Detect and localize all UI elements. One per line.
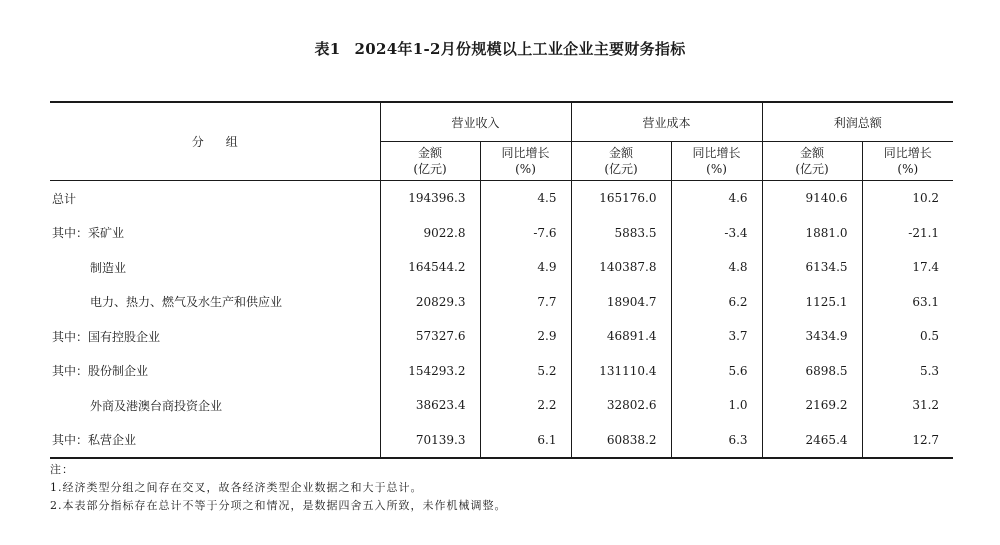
amount-unit: (亿元) bbox=[413, 162, 447, 176]
cell-profit-growth: 10.2 bbox=[862, 181, 953, 216]
cell-cost-growth: 1.0 bbox=[671, 388, 762, 423]
row-name: 电力、热力、燃气及水生产和供应业 bbox=[90, 295, 283, 310]
growth-label: 同比增长 bbox=[501, 146, 550, 160]
growth-unit: (%) bbox=[706, 162, 727, 176]
amount-label: 金额 bbox=[800, 146, 825, 160]
table-row bbox=[50, 423, 953, 459]
cell-revenue-amount: 70139.3 bbox=[380, 423, 480, 459]
table-row bbox=[50, 319, 953, 354]
growth-unit: (%) bbox=[515, 162, 536, 176]
cell-cost-amount: 131110.4 bbox=[571, 354, 671, 389]
cell-profit-growth: -21.1 bbox=[862, 216, 953, 251]
cell-profit-amount: 9140.6 bbox=[762, 181, 862, 216]
cell-profit-amount: 3434.9 bbox=[762, 319, 862, 354]
metric-header-revenue: 营业收入 bbox=[380, 102, 571, 142]
cell-revenue-growth: 5.2 bbox=[480, 354, 571, 389]
notes-heading: 注： bbox=[50, 463, 74, 476]
table-row bbox=[50, 181, 953, 216]
cell-cost-growth: 5.6 bbox=[671, 354, 762, 389]
cell-revenue-growth: 7.7 bbox=[480, 285, 571, 320]
table-notes bbox=[50, 461, 507, 515]
table-row bbox=[50, 216, 953, 251]
amount-label: 金额 bbox=[609, 146, 634, 160]
cell-profit-amount: 6134.5 bbox=[762, 250, 862, 285]
table-title-text: 2024年1-2月份规模以上工业企业主要财务指标 bbox=[354, 40, 686, 58]
cell-profit-growth: 63.1 bbox=[862, 285, 953, 320]
table-row bbox=[50, 354, 953, 389]
subheader-profit-amount bbox=[762, 142, 862, 181]
growth-unit: (%) bbox=[897, 162, 919, 176]
row-name: 制造业 bbox=[90, 260, 127, 275]
row-name: 其中：采矿业 bbox=[52, 226, 125, 241]
cell-revenue-amount: 154293.2 bbox=[380, 354, 480, 389]
row-name: 其中：股份制企业 bbox=[52, 364, 149, 379]
row-name: 其中：私营企业 bbox=[50, 423, 380, 459]
table-row bbox=[50, 250, 953, 285]
subheader-cost-amount bbox=[571, 142, 671, 181]
cell-cost-amount: 18904.7 bbox=[571, 285, 671, 320]
subheader-revenue-amount bbox=[380, 142, 480, 181]
cell-cost-amount: 32802.6 bbox=[571, 388, 671, 423]
cell-profit-amount: 1125.1 bbox=[762, 285, 862, 320]
cell-profit-amount: 6898.5 bbox=[762, 354, 862, 389]
cell-profit-growth: 0.5 bbox=[862, 319, 953, 354]
cell-revenue-amount: 20829.3 bbox=[380, 285, 480, 320]
cell-profit-growth: 31.2 bbox=[862, 388, 953, 423]
row-name: 外商及港澳台商投资企业 bbox=[90, 398, 223, 413]
subheader-profit-growth bbox=[862, 142, 953, 181]
amount-label: 金额 bbox=[417, 146, 442, 160]
table-row bbox=[50, 285, 953, 320]
cell-revenue-amount: 9022.8 bbox=[380, 216, 480, 251]
cell-profit-growth: 17.4 bbox=[862, 250, 953, 285]
metric-header-profit: 利润总额 bbox=[762, 102, 953, 142]
cell-cost-amount: 5883.5 bbox=[571, 216, 671, 251]
metric-header-cost: 营业成本 bbox=[571, 102, 762, 142]
cell-cost-growth: 6.2 bbox=[671, 285, 762, 320]
cell-cost-growth: 6.3 bbox=[671, 423, 762, 459]
cell-cost-growth: 3.7 bbox=[671, 319, 762, 354]
cell-revenue-amount: 57327.6 bbox=[380, 319, 480, 354]
cell-revenue-growth: -7.6 bbox=[480, 216, 571, 251]
cell-cost-amount: 140387.8 bbox=[571, 250, 671, 285]
cell-profit-amount: 2465.4 bbox=[762, 423, 862, 459]
subheader-cost-growth bbox=[671, 142, 762, 181]
note-line: 1.经济类型分组之间存在交叉，故各经济类型企业数据之和大于总计。 bbox=[50, 481, 423, 494]
amount-unit: (亿元) bbox=[795, 162, 829, 176]
cell-revenue-growth: 4.5 bbox=[480, 181, 571, 216]
table-number: 表1 bbox=[314, 40, 341, 58]
cell-profit-amount: 1881.0 bbox=[762, 216, 862, 251]
subheader-revenue-growth bbox=[480, 142, 571, 181]
cell-profit-growth: 12.7 bbox=[862, 423, 953, 459]
cell-profit-amount: 2169.2 bbox=[762, 388, 862, 423]
growth-label: 同比增长 bbox=[883, 146, 932, 160]
cell-cost-growth: 4.8 bbox=[671, 250, 762, 285]
cell-revenue-amount: 194396.3 bbox=[380, 181, 480, 216]
row-name: 其中：国有控股企业 bbox=[52, 329, 161, 344]
cell-profit-growth: 5.3 bbox=[862, 354, 953, 389]
cell-revenue-growth: 6.1 bbox=[480, 423, 571, 459]
cell-cost-growth: 4.6 bbox=[671, 181, 762, 216]
table-row bbox=[50, 388, 953, 423]
table-title bbox=[0, 38, 1000, 59]
cell-cost-growth: -3.4 bbox=[671, 216, 762, 251]
cell-cost-amount: 165176.0 bbox=[571, 181, 671, 216]
growth-label: 同比增长 bbox=[692, 146, 741, 160]
cell-revenue-growth: 2.2 bbox=[480, 388, 571, 423]
row-name: 总计 bbox=[52, 191, 77, 206]
cell-revenue-amount: 164544.2 bbox=[380, 250, 480, 285]
cell-revenue-amount: 38623.4 bbox=[380, 388, 480, 423]
group-column-header: 分组 bbox=[50, 102, 380, 181]
amount-unit: (亿元) bbox=[604, 162, 638, 176]
financial-indicators-table bbox=[50, 101, 953, 459]
note-line: 2.本表部分指标存在总计不等于分项之和情况，是数据四舍五入所致，未作机械调整。 bbox=[50, 499, 507, 512]
cell-revenue-growth: 4.9 bbox=[480, 250, 571, 285]
cell-cost-amount: 60838.2 bbox=[571, 423, 671, 459]
table-body bbox=[50, 181, 953, 459]
cell-revenue-growth: 2.9 bbox=[480, 319, 571, 354]
cell-cost-amount: 46891.4 bbox=[571, 319, 671, 354]
